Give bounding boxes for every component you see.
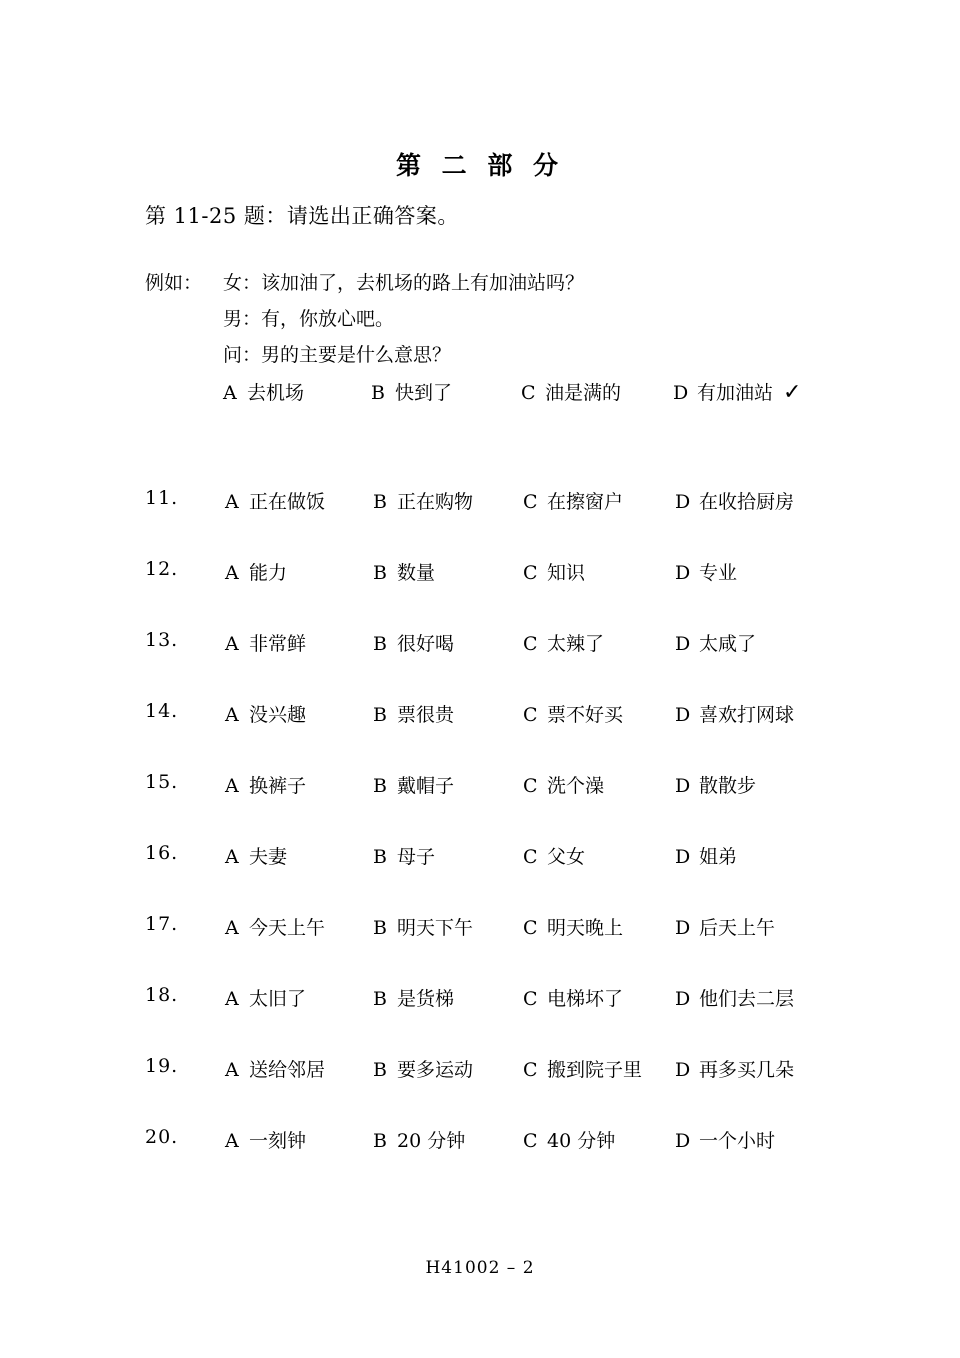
- option-text: 戴帽子: [397, 775, 455, 797]
- option-letter: B: [373, 917, 387, 939]
- option-c[interactable]: [523, 771, 604, 798]
- option-b[interactable]: [373, 487, 473, 514]
- option-d[interactable]: [675, 629, 756, 656]
- option-d[interactable]: [675, 700, 794, 727]
- option-letter: B: [373, 491, 387, 513]
- option-text: 一刻钟: [249, 1130, 307, 1152]
- option-text: 母子: [397, 846, 436, 868]
- option-text: 姐弟: [699, 846, 738, 868]
- table-row: [145, 487, 905, 558]
- option-letter: A: [225, 988, 239, 1010]
- option-text: 喜欢打网球: [699, 704, 795, 726]
- example-speaker-male: 男：: [223, 308, 262, 330]
- example-option-b[interactable]: [371, 378, 521, 405]
- option-letter: C: [523, 846, 538, 868]
- question-number: 16.: [145, 842, 179, 864]
- option-text: 电梯坏了: [547, 988, 624, 1010]
- option-letter: C: [523, 917, 538, 939]
- example-speaker-female: 女：: [223, 272, 262, 294]
- option-text: 专业: [699, 562, 738, 584]
- option-letter: B: [373, 988, 387, 1010]
- option-text: 票不好买: [547, 704, 624, 726]
- page-footer: H41002 – 2: [425, 1258, 535, 1278]
- table-row: [145, 629, 905, 700]
- option-text: 油是满的: [545, 382, 622, 404]
- question-number: 15.: [145, 771, 179, 793]
- option-letter: B: [373, 775, 387, 797]
- option-letter: C: [523, 988, 538, 1010]
- option-text: 没兴趣: [249, 704, 307, 726]
- option-b[interactable]: [373, 984, 454, 1011]
- option-letter: A: [225, 633, 239, 655]
- option-text: 有加油站: [697, 382, 774, 404]
- option-letter: D: [675, 1130, 691, 1152]
- question-number: 13.: [145, 629, 179, 651]
- question-number: 11.: [145, 487, 179, 509]
- example-option-c[interactable]: [521, 378, 673, 405]
- table-row: [145, 913, 905, 984]
- question-number: 17.: [145, 913, 179, 935]
- option-letter: B: [373, 1059, 387, 1081]
- option-text: 知识: [547, 562, 586, 584]
- table-row: [145, 842, 905, 913]
- example-line-3: [145, 337, 584, 373]
- question-number: 19.: [145, 1055, 179, 1077]
- option-c[interactable]: [523, 700, 623, 727]
- option-a[interactable]: [225, 771, 306, 798]
- option-letter: D: [675, 1059, 691, 1081]
- option-text: 非常鲜: [249, 633, 307, 655]
- option-text: 票很贵: [397, 704, 455, 726]
- example-block: [145, 265, 584, 373]
- option-c[interactable]: [523, 984, 623, 1011]
- example-options-row: [223, 378, 801, 405]
- option-letter: D: [675, 704, 691, 726]
- option-text: 明天晚上: [547, 917, 624, 939]
- option-letter: A: [225, 775, 239, 797]
- option-text: 40 分钟: [547, 1130, 616, 1152]
- option-d[interactable]: [675, 487, 794, 514]
- option-letter: A: [223, 382, 237, 404]
- option-text: 能力: [249, 562, 288, 584]
- option-c[interactable]: [523, 629, 604, 656]
- option-text: 洗个澡: [547, 775, 605, 797]
- option-text: 是货梯: [397, 988, 455, 1010]
- option-c[interactable]: [523, 1126, 615, 1153]
- option-letter: B: [373, 562, 387, 584]
- example-speaker-question: 问：: [223, 344, 262, 366]
- option-letter: A: [225, 562, 239, 584]
- option-b[interactable]: [373, 771, 454, 798]
- option-text: 20 分钟: [397, 1130, 466, 1152]
- option-text: 太辣了: [547, 633, 605, 655]
- option-letter: A: [225, 846, 239, 868]
- option-b[interactable]: [373, 700, 454, 727]
- option-d[interactable]: [675, 842, 737, 869]
- option-text: 太咸了: [699, 633, 757, 655]
- option-c[interactable]: [523, 1055, 642, 1082]
- option-text: 要多运动: [397, 1059, 474, 1081]
- table-row: [145, 558, 905, 629]
- option-letter: D: [675, 633, 691, 655]
- option-a[interactable]: [225, 1126, 306, 1153]
- option-text: 再多买几朵: [699, 1059, 795, 1081]
- option-letter: D: [675, 491, 691, 513]
- option-letter: A: [225, 917, 239, 939]
- option-letter: C: [523, 1059, 538, 1081]
- option-letter: A: [225, 1130, 239, 1152]
- example-text-2: 有，你放心吧。: [261, 308, 395, 330]
- option-text: 换裤子: [249, 775, 307, 797]
- option-a[interactable]: [225, 487, 325, 514]
- option-text: 数量: [397, 562, 436, 584]
- table-row: [145, 771, 905, 842]
- option-letter: C: [523, 775, 538, 797]
- instruction-text: 第 11-25 题：请选出正确答案。: [145, 204, 459, 228]
- example-text-1: 该加油了，去机场的路上有加油站吗？: [261, 272, 585, 294]
- question-number: 20.: [145, 1126, 179, 1148]
- option-letter: B: [373, 1130, 387, 1152]
- option-text: 很好喝: [397, 633, 455, 655]
- option-text: 明天下午: [397, 917, 474, 939]
- option-letter: C: [523, 562, 538, 584]
- option-a[interactable]: [225, 842, 287, 869]
- question-list: [145, 487, 905, 1197]
- option-b[interactable]: [373, 1055, 473, 1082]
- example-line-1: [145, 265, 584, 301]
- option-d[interactable]: [675, 1126, 775, 1153]
- option-c[interactable]: [523, 558, 585, 585]
- option-a[interactable]: [225, 1055, 325, 1082]
- option-letter: C: [523, 1130, 538, 1152]
- option-d[interactable]: [675, 1055, 794, 1082]
- option-letter: B: [373, 633, 387, 655]
- option-letter: A: [225, 491, 239, 513]
- option-text: 送给邻居: [249, 1059, 326, 1081]
- option-letter: C: [523, 704, 538, 726]
- option-d[interactable]: [675, 771, 756, 798]
- table-row: [145, 984, 905, 1055]
- option-letter: B: [371, 382, 385, 404]
- example-label: 例如：: [145, 272, 203, 294]
- table-row: [145, 1055, 905, 1126]
- checkmark-icon: ✓: [783, 380, 802, 405]
- option-a[interactable]: [225, 913, 325, 940]
- option-b[interactable]: [373, 558, 435, 585]
- option-a[interactable]: [225, 629, 306, 656]
- option-text: 正在购物: [397, 491, 474, 513]
- table-row: [145, 1126, 905, 1197]
- option-letter: D: [675, 846, 691, 868]
- option-b[interactable]: [373, 842, 435, 869]
- table-row: [145, 700, 905, 771]
- option-letter: D: [675, 775, 691, 797]
- option-letter: C: [523, 491, 538, 513]
- option-letter: A: [225, 704, 239, 726]
- question-number: 18.: [145, 984, 179, 1006]
- option-text: 散散步: [699, 775, 757, 797]
- example-text-3: 男的主要是什么意思？: [261, 344, 452, 366]
- option-text: 后天上午: [699, 917, 776, 939]
- option-c[interactable]: [523, 842, 585, 869]
- option-text: 一个小时: [699, 1130, 776, 1152]
- option-letter: B: [373, 846, 387, 868]
- option-letter: C: [523, 633, 538, 655]
- option-text: 太旧了: [249, 988, 307, 1010]
- example-option-d[interactable]: [673, 378, 773, 405]
- example-option-a[interactable]: [223, 378, 371, 405]
- option-letter: D: [675, 917, 691, 939]
- option-text: 搬到院子里: [547, 1059, 643, 1081]
- option-c[interactable]: [523, 913, 623, 940]
- option-d[interactable]: [675, 558, 737, 585]
- option-text: 在收拾厨房: [699, 491, 795, 513]
- option-text: 去机场: [247, 382, 305, 404]
- option-d[interactable]: [675, 913, 775, 940]
- option-letter: D: [675, 988, 691, 1010]
- question-number: 12.: [145, 558, 179, 580]
- page-title: 第 二 部 分: [395, 151, 565, 180]
- option-text: 正在做饭: [249, 491, 326, 513]
- question-number: 14.: [145, 700, 179, 722]
- option-a[interactable]: [225, 558, 287, 585]
- option-c[interactable]: [523, 487, 623, 514]
- example-line-2: [145, 301, 584, 337]
- option-text: 快到了: [395, 382, 453, 404]
- option-b[interactable]: [373, 629, 454, 656]
- option-text: 父女: [547, 846, 586, 868]
- option-text: 今天上午: [249, 917, 326, 939]
- option-letter: D: [673, 382, 689, 404]
- option-letter: C: [521, 382, 536, 404]
- option-text: 在擦窗户: [547, 491, 624, 513]
- option-letter: A: [225, 1059, 239, 1081]
- option-d[interactable]: [675, 984, 794, 1011]
- option-text: 夫妻: [249, 846, 288, 868]
- option-a[interactable]: [225, 984, 306, 1011]
- option-letter: B: [373, 704, 387, 726]
- option-letter: D: [675, 562, 691, 584]
- option-a[interactable]: [225, 700, 306, 727]
- option-text: 他们去二层: [699, 988, 795, 1010]
- option-b[interactable]: [373, 913, 473, 940]
- option-b[interactable]: [373, 1126, 465, 1153]
